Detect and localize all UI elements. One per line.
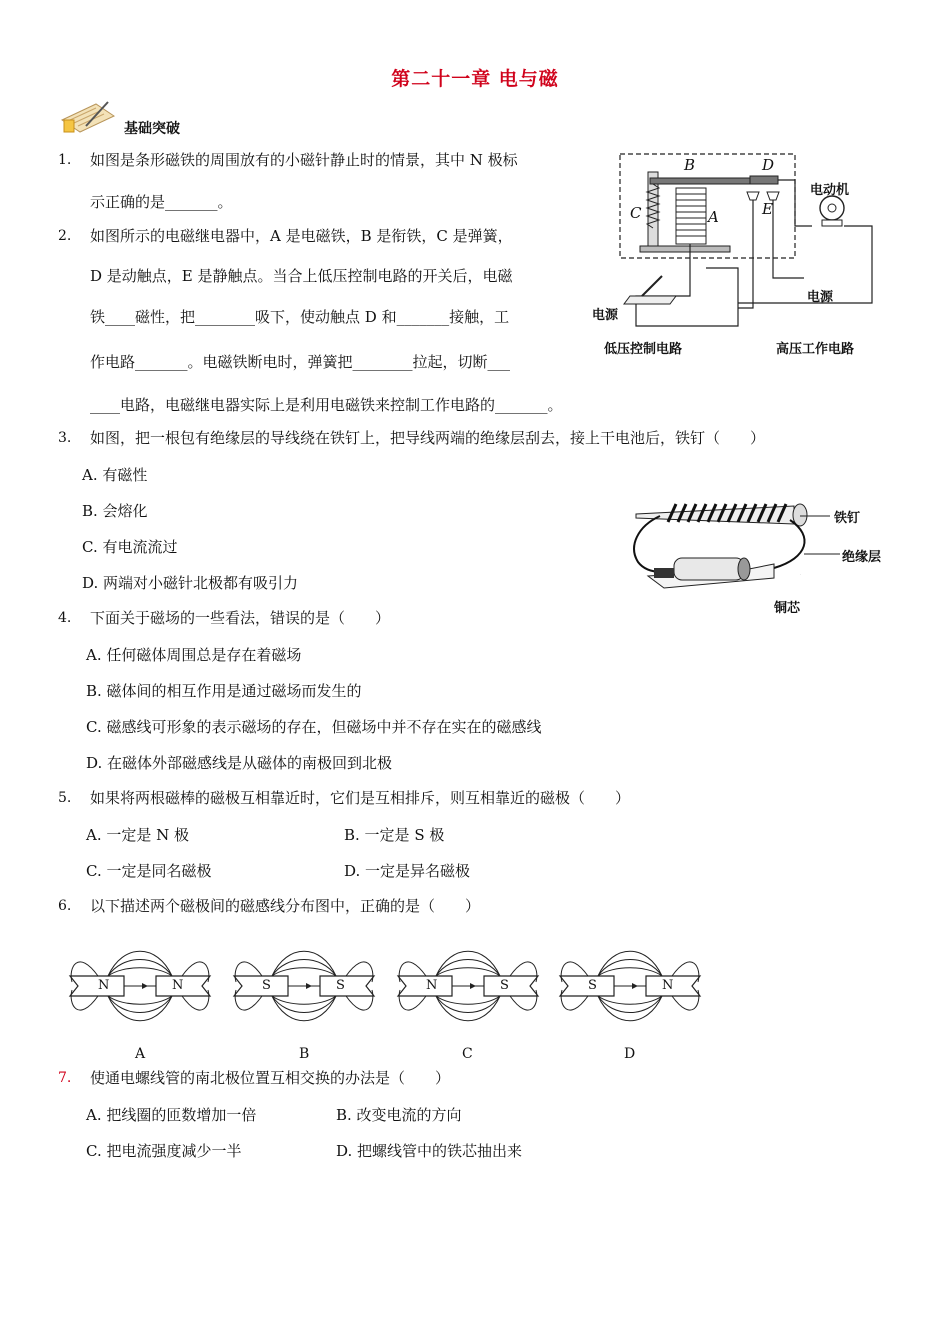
copper-label: 铜芯: [774, 601, 801, 616]
field-caption-b: B: [299, 1046, 310, 1062]
field-figure-a: [68, 938, 212, 1036]
insulation-label: 绝缘层: [842, 550, 882, 565]
q5-option-a: A. 一定是 N 极: [86, 826, 190, 844]
q7-option-d: D. 把螺线管中的铁芯抽出来: [336, 1142, 523, 1160]
q2-text-line5: ____电路，电磁继电器实际上是利用电磁铁来控制工作电路的_______。: [90, 396, 563, 414]
relay-label-a: A: [708, 208, 719, 226]
q5-option-d: D. 一定是异名磁极: [344, 862, 471, 880]
q7-option-a: A. 把线圈的匝数增加一倍: [86, 1106, 257, 1124]
field-c-right-pole: S: [500, 978, 509, 993]
q3-option-d: D. 两端对小磁针北极都有吸引力: [82, 574, 299, 592]
q4-option-a: A. 任何磁体周围总是存在着磁场: [86, 646, 302, 664]
field-b-right-pole: S: [336, 978, 345, 993]
q5-option-c: C. 一定是同名磁极: [86, 862, 212, 880]
q7-text: 使通电螺线管的南北极位置互相交换的办法是（ ）: [90, 1069, 451, 1087]
motor-label: 电动机: [810, 183, 850, 198]
q2-number: 2.: [58, 228, 72, 244]
high-circuit-label: 高压工作电路: [776, 342, 855, 357]
q3-text: 如图，把一根包有绝缘层的导线绕在铁钉上，把导线两端的绝缘层刮去，接上干电池后，铁钉（ ）: [90, 429, 766, 447]
field-lines-a: [68, 938, 212, 1036]
q2-text-line1: 如图所示的电磁继电器中，A 是电磁铁，B 是衔铁，C 是弹簧，: [90, 227, 513, 245]
field-a-right-pole: N: [172, 978, 184, 993]
field-lines-d: [558, 938, 702, 1036]
q4-option-c: C. 磁感线可形象的表示磁场的存在，但磁场中并不存在实在的磁感线: [86, 718, 542, 736]
field-figure-d: [558, 938, 702, 1036]
q7-number: 7.: [58, 1070, 72, 1086]
power-label-right: 电源: [807, 290, 834, 305]
field-d-left-pole: S: [588, 978, 597, 993]
q2-text-line4: 作电路_______。电磁铁断电时，弹簧把________拉起，切断___: [90, 353, 511, 371]
q2-text-line3: 铁____磁性，把________吸下，使动触点 D 和_______接触，工: [90, 308, 510, 326]
q7-option-b: B. 改变电流的方向: [336, 1106, 462, 1124]
field-caption-d: D: [624, 1046, 636, 1062]
relay-label-e: E: [762, 200, 773, 218]
nail-label: 铁钉: [834, 511, 861, 526]
q4-option-d: D. 在磁体外部磁感线是从磁体的南极回到北极: [86, 754, 393, 772]
q2-text-line2: D 是动触点，E 是静触点。当合上低压控制电路的开关后，电磁: [90, 267, 513, 285]
q4-number: 4.: [58, 610, 72, 626]
q3-number: 3.: [58, 430, 72, 446]
field-figure-b: [232, 938, 376, 1036]
q6-text: 以下描述两个磁极间的磁感线分布图中，正确的是（ ）: [90, 897, 481, 915]
field-c-left-pole: N: [426, 978, 438, 993]
nail-coil-figure: [624, 496, 824, 600]
relay-label-d: D: [762, 156, 775, 174]
q3-option-c: C. 有电流流过: [82, 538, 178, 556]
q3-option-b: B. 会熔化: [82, 502, 148, 520]
relay-label-c: C: [630, 204, 642, 222]
q1-text-line2: 示正确的是_______。: [90, 193, 233, 211]
q5-text: 如果将两根磁棒的磁极互相靠近时，它们是互相排斥，则互相靠近的磁极（ ）: [90, 789, 631, 807]
q4-text: 下面关于磁场的一些看法，错误的是（ ）: [90, 609, 391, 627]
field-d-right-pole: N: [662, 978, 674, 993]
low-circuit-label: 低压控制电路: [604, 342, 683, 357]
field-b-left-pole: S: [262, 978, 271, 993]
q1-number: 1.: [58, 152, 72, 168]
q6-number: 6.: [58, 898, 72, 914]
power-label-left: 电源: [592, 308, 619, 323]
field-figure-c: [396, 938, 540, 1036]
page-title: 第二十一章 电与磁: [391, 68, 559, 90]
q3-option-a: A. 有磁性: [82, 466, 148, 484]
q1-text-line1: 如图是条形磁铁的周围放有的小磁针静止时的情景，其中 N 极标: [90, 151, 518, 169]
q5-option-b: B. 一定是 S 极: [344, 826, 445, 844]
field-lines-b: [232, 938, 376, 1036]
section-title: 基础突破: [124, 121, 180, 137]
q7-option-c: C. 把电流强度减少一半: [86, 1142, 242, 1160]
relay-label-b: B: [684, 156, 696, 174]
notebook-icon: [56, 98, 118, 136]
field-caption-a: A: [135, 1046, 146, 1062]
field-lines-c: [396, 938, 540, 1036]
field-a-left-pole: N: [98, 978, 110, 993]
field-caption-c: C: [462, 1046, 473, 1062]
q4-option-b: B. 磁体间的相互作用是通过磁场而发生的: [86, 682, 362, 700]
q5-number: 5.: [58, 790, 72, 806]
